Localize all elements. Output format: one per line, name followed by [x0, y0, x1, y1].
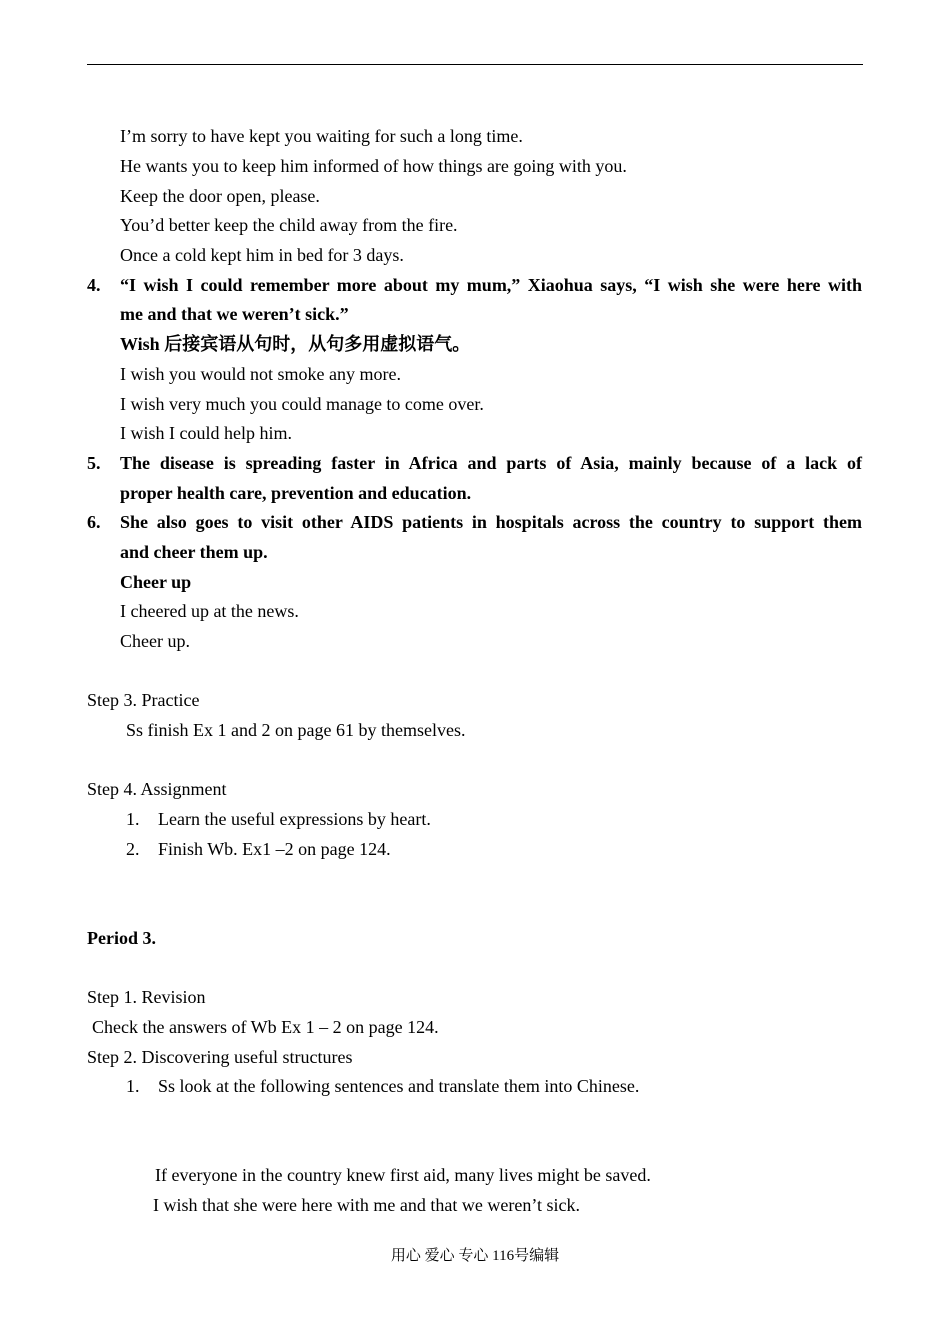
structure-sentence-1: If everyone in the country knew first aid, many lives might be saved.: [155, 1165, 651, 1185]
period-3-step-1-text: Check the answers of Wb Ex 1 – 2 on page 124.: [92, 1017, 439, 1037]
item-5-line-2: proper health care, prevention and education.: [120, 483, 472, 503]
item-4-note: Wish 后接宾语从句时，从句多用虚拟语气。: [120, 334, 471, 354]
item-4-line-2: me and that we weren’t sick.”: [120, 304, 349, 324]
keep-example-2: He wants you to keep him informed of how things are going with you.: [120, 156, 627, 176]
keep-example-3: Keep the door open, please.: [120, 186, 320, 206]
keep-example-4: You’d better keep the child away from the fire.: [120, 215, 458, 235]
wish-example-3: I wish I could help him.: [120, 423, 292, 443]
keep-example-1: I’m sorry to have kept you waiting for such a long time.: [120, 126, 523, 146]
header-rule: [87, 64, 863, 65]
step-4-item-2-text: Finish Wb. Ex1 –2 on page 124.: [158, 839, 391, 859]
wish-example-1: I wish you would not smoke any more.: [120, 364, 401, 384]
item-6-line-1: She also goes to visit other AIDS patients in hospitals across the country to support them: [120, 512, 862, 532]
step-4-item-1-text: Learn the useful expressions by heart.: [158, 809, 431, 829]
wish-example-2: I wish very much you could manage to come over.: [120, 394, 484, 414]
step-3-text: Ss finish Ex 1 and 2 on page 61 by themselves.: [126, 720, 466, 740]
period-3-step-1-title: Step 1. Revision: [87, 987, 206, 1007]
item-6-number: 6.: [87, 512, 101, 532]
item-5-number: 5.: [87, 453, 101, 473]
keep-example-5: Once a cold kept him in bed for 3 days.: [120, 245, 404, 265]
step-3-title: Step 3. Practice: [87, 690, 200, 710]
page-footer: 用心 爱心 专心 116号编辑: [390, 1248, 560, 1264]
step-4-item-2-number: 2.: [126, 839, 140, 859]
period-3-step-2-title: Step 2. Discovering useful structures: [87, 1047, 353, 1067]
cheer-example-1: I cheered up at the news.: [120, 601, 299, 621]
item-6-line-2: and cheer them up.: [120, 542, 268, 562]
cheer-example-2: Cheer up.: [120, 631, 190, 651]
step-4-item-1-number: 1.: [126, 809, 140, 829]
period-3-step-2-item-text: Ss look at the following sentences and translate them into Chinese.: [158, 1076, 640, 1096]
structure-sentence-2: I wish that she were here with me and that we weren’t sick.: [153, 1195, 581, 1215]
step-4-title: Step 4. Assignment: [87, 779, 227, 799]
item-4-line-1: “I wish I could remember more about my mum,” Xiaohua says, “I wish she were here with: [120, 275, 862, 295]
period-3-step-2-item-number: 1.: [126, 1076, 140, 1096]
cheer-up-heading: Cheer up: [120, 572, 192, 592]
item-4-number: 4.: [87, 275, 101, 295]
period-3-title: Period 3.: [87, 928, 156, 948]
item-5-line-1: The disease is spreading faster in Africa and parts of Asia, mainly because of a lack of: [120, 453, 862, 473]
